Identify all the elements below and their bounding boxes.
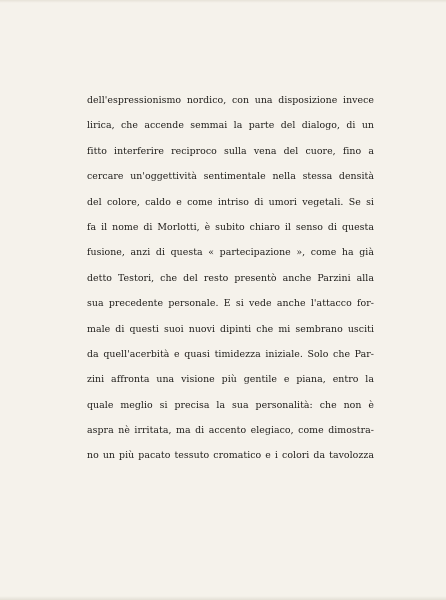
page-bottom-edge <box>0 596 446 600</box>
text-line-8: detto Testori, che del resto presentò anche Parzini alla <box>87 272 374 284</box>
text-line-11: da quell'acerbità e quasi timidezza iniziale. Solo che Par- <box>87 348 374 360</box>
text-line-2: lirica, che accende semmai la parte del dialogo, di un <box>87 120 374 132</box>
text-line-15: no un più pacato tessuto cromatico e i colori da tavolozza <box>87 450 374 462</box>
text-line-7: fusione, anzi di questa « partecipazione », come ha già <box>87 247 374 259</box>
text-line-1: dell'espressionismo nordico, con una disposizione invece <box>87 95 374 106</box>
text-line-10: male di questi suoi nuovi dipinti che mi sembrano usciti <box>87 323 374 335</box>
page-top-edge <box>0 0 446 3</box>
body-text <box>87 88 374 469</box>
text-line-5: del colore, caldo e come intriso di umori vegetali. Se si <box>87 196 374 208</box>
text-line-13: quale meglio si precisa la sua personalità: che non è <box>87 399 374 411</box>
text-line-3: fitto interferire reciproco sulla vena del cuore, fino a <box>87 145 374 157</box>
text-line-4: cercare un'oggettività sentimentale nella stessa densità <box>87 171 374 183</box>
text-line-6: fa il nome di Morlotti, è subito chiaro il senso di questa <box>87 221 374 233</box>
text-line-9: sua precedente personale. E si vede anche l'attacco for- <box>87 298 374 310</box>
text-line-14: aspra nè irritata, ma di accento elegiaco, come dimostra- <box>87 425 374 437</box>
text-line-12: zini affronta una visione più gentile e piana, entro la <box>87 374 374 386</box>
